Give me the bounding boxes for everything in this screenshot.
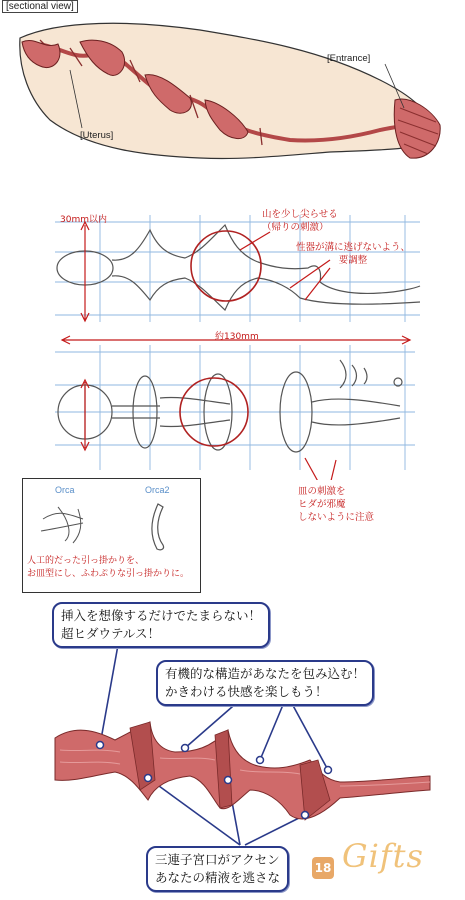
plate-note-line2: ヒダが邪魔 bbox=[298, 499, 346, 510]
tip-note-line1: 山を少し尖らせる bbox=[262, 209, 338, 220]
sectional-view-label: [sectional view] bbox=[2, 0, 78, 13]
height-limit-note: 30mm以内 bbox=[60, 215, 107, 225]
top-view-sketch bbox=[57, 225, 420, 310]
orca-note-line2: お皿型にし、ふわぷりな引っ掛かりに。 bbox=[27, 569, 190, 579]
orca-note bbox=[27, 555, 189, 581]
speech-bubble-1-line1: 挿入を想像するだけでたまらない！ bbox=[61, 608, 262, 623]
orca-comparison-box bbox=[22, 478, 201, 593]
tip-note-line2: （帰りの刺激） bbox=[262, 222, 329, 233]
age-badge: 18 bbox=[312, 857, 334, 879]
plate-note bbox=[298, 485, 374, 524]
tip-note bbox=[262, 208, 338, 234]
speech-bubble-3 bbox=[146, 846, 289, 892]
guide-grid-side bbox=[55, 345, 415, 470]
plate-note-line3: しないように注意 bbox=[298, 512, 375, 523]
highlight-circle-tip bbox=[191, 231, 261, 301]
orca-label: Orca bbox=[55, 485, 75, 495]
speech-bubble-1 bbox=[52, 602, 270, 648]
length-note: 約130mm bbox=[215, 332, 259, 342]
guide-grid-top bbox=[55, 215, 420, 322]
speech-bubble-1-line2: 超ヒダウテルス！ bbox=[61, 626, 161, 641]
groove-note-line2: 要調整 bbox=[338, 255, 368, 266]
orca-sketches bbox=[23, 479, 200, 559]
speech-bubble-2-line2: かきわける快感を楽しもう！ bbox=[165, 684, 328, 699]
groove-note bbox=[296, 241, 410, 267]
gifts-logo-text: Gifts bbox=[342, 837, 424, 875]
orca-note-line1: 人工的だった引っ掛かりを、 bbox=[27, 556, 145, 566]
plate-note-line1: 皿の刺激を bbox=[298, 486, 346, 497]
groove-note-line1: 性器が溝に逃げないよう、 bbox=[296, 242, 411, 253]
orca2-label: Orca2 bbox=[145, 485, 170, 495]
entrance-label: [Entrance] bbox=[327, 53, 371, 64]
sectional-view-illustration bbox=[0, 0, 465, 180]
speech-bubble-2 bbox=[156, 660, 374, 706]
speech-bubble-3-line1: 三連子宮口がアクセン bbox=[155, 852, 280, 867]
speech-bubble-3-line2: あなたの精液を逃さな bbox=[155, 870, 281, 885]
uterus-label: [Uterus] bbox=[80, 130, 114, 141]
speech-bubble-2-line1: 有機的な構造があなたを包み込む！ bbox=[165, 666, 366, 681]
